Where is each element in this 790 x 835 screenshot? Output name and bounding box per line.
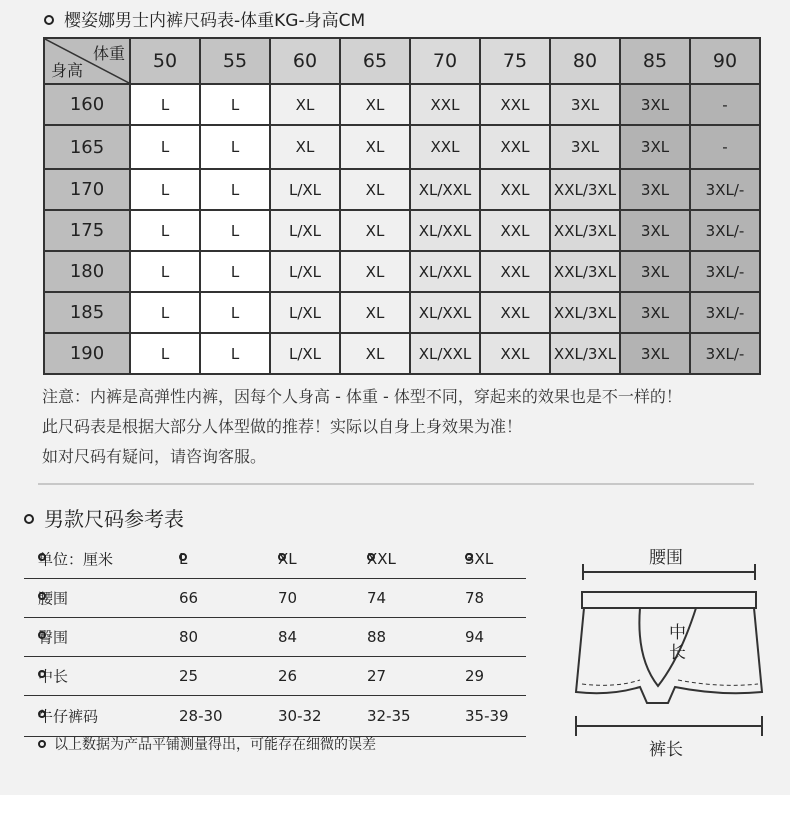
size-cell: XXL/3XL	[550, 169, 620, 210]
cell-value: 80	[179, 628, 199, 646]
row-label: 牛仔裤码	[38, 707, 99, 726]
size-cell: XL	[340, 125, 410, 169]
size-cell: 3XL	[620, 333, 690, 374]
table-row	[44, 84, 760, 125]
size-header: XL	[278, 550, 297, 568]
size-cell: XXL	[480, 333, 550, 374]
table-row	[24, 618, 526, 657]
size-cell: XL	[340, 84, 410, 125]
size-header: 3XL	[465, 550, 494, 568]
measurement-header-row	[24, 540, 526, 579]
size-cell: 3XL/-	[690, 210, 760, 251]
note-line-1: 注意：内裤是高弹性内裤，因每个人身高 - 体重 - 体型不同，穿起来的效果也是不一样的！	[42, 387, 682, 406]
section-divider	[38, 483, 754, 485]
height-header-cell: 180	[44, 251, 130, 292]
size-cell: XXL	[480, 84, 550, 125]
size-cell: L	[130, 84, 200, 125]
height-header-cell: 170	[44, 169, 130, 210]
size-cell: 3XL	[620, 251, 690, 292]
mid-length-label-2: 长	[669, 643, 686, 663]
cell-value: 78	[465, 589, 485, 607]
size-header: XXL	[367, 550, 396, 568]
size-cell: XXL	[480, 125, 550, 169]
size-cell: XL/XXL	[410, 251, 480, 292]
size-cell: 3XL	[620, 125, 690, 169]
size-cell: 3XL	[620, 84, 690, 125]
corner-diagonal	[45, 39, 129, 83]
weight-header-cell: 55	[200, 38, 270, 84]
size-cell: 3XL	[620, 169, 690, 210]
size-cell: L	[200, 84, 270, 125]
cell-value: 29	[465, 667, 485, 685]
note-line-2: 此尺码表是根据大部分人体型做的推荐！实际以自身上身效果为准！	[42, 417, 523, 436]
cell-value: 32-35	[367, 707, 411, 725]
size-cell: XL	[270, 125, 340, 169]
size-cell: -	[690, 84, 760, 125]
row-label: 腰围	[38, 589, 69, 608]
table-row	[44, 292, 760, 333]
weight-header-cell: 85	[620, 38, 690, 84]
bullet-circle-icon	[44, 15, 54, 25]
size-cell: L/XL	[270, 292, 340, 333]
cell-value: 26	[278, 667, 298, 685]
measurement-footnote: 以上数据为产品平铺测量得出，可能存在细微的误差	[38, 734, 376, 754]
weight-header-cell: 75	[480, 38, 550, 84]
table-row	[44, 210, 760, 251]
row-label: 臀围	[38, 628, 69, 647]
size-cell: XXL	[410, 125, 480, 169]
size-cell: L	[130, 169, 200, 210]
cell-value: 88	[367, 628, 387, 646]
size-cell: L	[200, 251, 270, 292]
weight-header-cell: 60	[270, 38, 340, 84]
size-cell: XL	[270, 84, 340, 125]
corner-cell	[44, 38, 130, 84]
cell-value: 94	[465, 628, 485, 646]
size-cell: 3XL/-	[690, 292, 760, 333]
length-label: 裤长	[649, 740, 683, 760]
size-cell: XXL/3XL	[550, 292, 620, 333]
size-cell: XXL/3XL	[550, 251, 620, 292]
size-cell: XL	[340, 333, 410, 374]
size-cell: XL	[340, 292, 410, 333]
size-cell: XL	[340, 251, 410, 292]
table-row	[24, 579, 526, 618]
size-cell: L/XL	[270, 169, 340, 210]
size-cell: L	[130, 333, 200, 374]
size-cell: XXL	[480, 169, 550, 210]
size-cell: XL/XXL	[410, 210, 480, 251]
weight-header-cell: 80	[550, 38, 620, 84]
size-cell: 3XL	[550, 125, 620, 169]
unit-label: 单位：厘米	[38, 550, 114, 569]
size-cell: XXL	[480, 292, 550, 333]
table-row	[24, 696, 526, 737]
table-row	[44, 333, 760, 374]
height-header-cell: 185	[44, 292, 130, 333]
height-header-cell: 160	[44, 84, 130, 125]
table-row	[44, 169, 760, 210]
cell-value: 74	[367, 589, 387, 607]
size-cell: XXL	[480, 210, 550, 251]
table-row	[24, 657, 526, 696]
size-chart-title: 樱姿娜男士内裤尺码表-体重KG-身高CM	[44, 6, 365, 31]
size-cell: XL/XXL	[410, 169, 480, 210]
briefs-measurement-diagram	[570, 540, 770, 765]
size-cell: L	[200, 210, 270, 251]
size-cell: 3XL/-	[690, 251, 760, 292]
cell-value: 28-30	[179, 707, 223, 725]
height-header-cell: 190	[44, 333, 130, 374]
weight-height-size-table	[43, 37, 761, 375]
waist-label: 腰围	[649, 548, 683, 568]
bullet-circle-icon	[38, 740, 46, 748]
mid-length-label-1: 中	[669, 623, 686, 643]
size-cell: XXL/3XL	[550, 333, 620, 374]
table-row	[44, 251, 760, 292]
table-row	[44, 125, 760, 169]
weight-header-row	[44, 38, 760, 84]
bullet-circle-icon	[24, 514, 34, 524]
size-header: L	[179, 550, 188, 568]
size-cell: L	[200, 169, 270, 210]
size-cell: L	[130, 251, 200, 292]
size-cell: L/XL	[270, 210, 340, 251]
cell-value: 27	[367, 667, 387, 685]
size-cell: 3XL	[620, 292, 690, 333]
size-cell: L	[200, 333, 270, 374]
cell-value: 66	[179, 589, 199, 607]
cell-value: 35-39	[465, 707, 509, 725]
size-cell: XXL	[480, 251, 550, 292]
size-cell: L	[200, 125, 270, 169]
measurement-table	[24, 540, 526, 737]
weight-header-cell: 70	[410, 38, 480, 84]
size-cell: 3XL/-	[690, 169, 760, 210]
size-cell: L/XL	[270, 251, 340, 292]
weight-axis-label: 体重	[92, 44, 125, 63]
height-header-cell: 175	[44, 210, 130, 251]
size-cell: L	[130, 292, 200, 333]
cell-value: 30-32	[278, 707, 322, 725]
cell-value: 70	[278, 589, 298, 607]
cell-value: 84	[278, 628, 298, 646]
note-line-3: 如对尺码有疑问，请咨询客服。	[42, 447, 267, 466]
weight-header-cell: 90	[690, 38, 760, 84]
weight-header-cell: 50	[130, 38, 200, 84]
size-cell: XL	[340, 210, 410, 251]
row-label: 中长	[38, 667, 69, 686]
size-cell: XXL/3XL	[550, 210, 620, 251]
size-cell: L	[130, 125, 200, 169]
reference-table-title: 男款尺码参考表	[24, 503, 184, 532]
size-cell: L	[200, 292, 270, 333]
size-cell: XL/XXL	[410, 292, 480, 333]
size-cell: 3XL/-	[690, 333, 760, 374]
cell-value: 25	[179, 667, 199, 685]
size-cell: L	[130, 210, 200, 251]
size-cell: L/XL	[270, 333, 340, 374]
size-cell: XL/XXL	[410, 333, 480, 374]
height-header-cell: 165	[44, 125, 130, 169]
size-cell: -	[690, 125, 760, 169]
weight-header-cell: 65	[340, 38, 410, 84]
height-axis-label: 身高	[51, 61, 84, 80]
size-cell: XL	[340, 169, 410, 210]
size-cell: 3XL	[620, 210, 690, 251]
size-cell: XXL	[410, 84, 480, 125]
size-cell: 3XL	[550, 84, 620, 125]
